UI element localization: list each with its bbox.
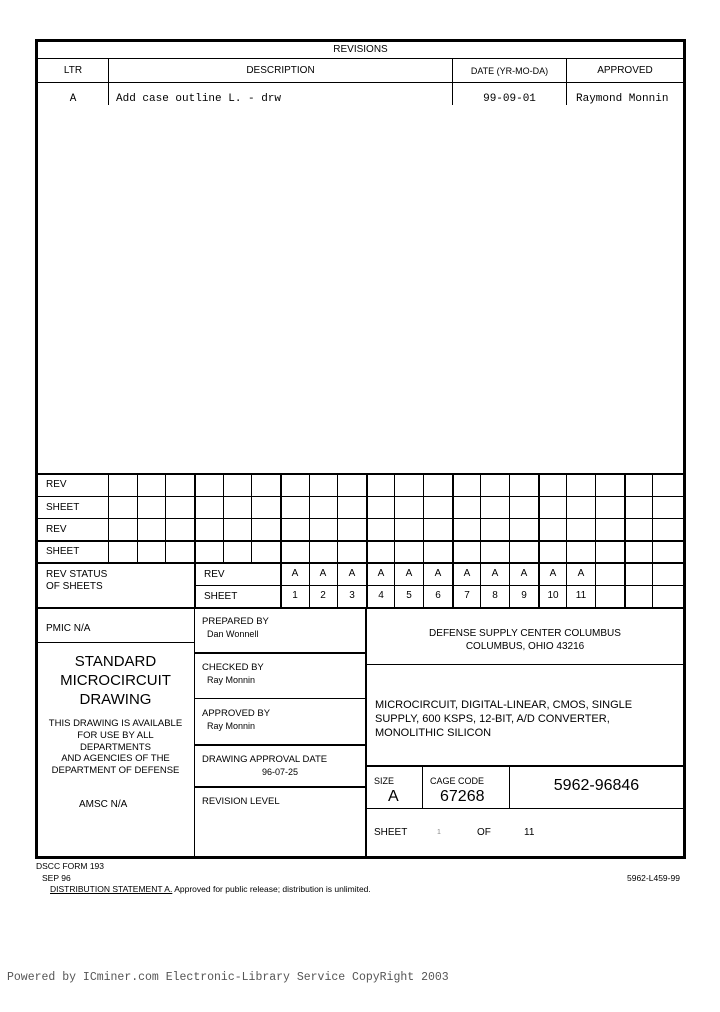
rev-cell-7: A bbox=[463, 568, 471, 579]
availability-line-4: AND AGENCIES OF THE bbox=[61, 753, 170, 764]
sheet-cell-7: 7 bbox=[464, 590, 470, 601]
grid-label-sheet-2: SHEET bbox=[46, 546, 80, 557]
rev-cell-2: A bbox=[319, 568, 327, 579]
prepared-by-value: Dan Wonnell bbox=[207, 629, 259, 639]
sheet-cell-11: 11 bbox=[575, 590, 587, 601]
col-header-ltr: LTR bbox=[63, 65, 83, 76]
drawing-number: 5962-96846 bbox=[553, 777, 640, 794]
revision-description: Add case outline L. - drw bbox=[116, 93, 282, 105]
distribution-text: Approved for public release; distribution is unlimited. bbox=[172, 884, 371, 894]
rev-cell-9: A bbox=[520, 568, 528, 579]
revision-level-label: REVISION LEVEL bbox=[202, 796, 280, 807]
part-description-line-2: SUPPLY, 600 KSPS, 12-BIT, A/D CONVERTER, bbox=[375, 713, 610, 725]
sheet-cell-9: 9 bbox=[521, 590, 527, 601]
form-number: DSCC FORM 193 bbox=[36, 861, 105, 871]
doc-code: 5962-L459-99 bbox=[627, 873, 680, 883]
approved-by-value: Ray Monnin bbox=[207, 721, 256, 731]
sheet-cell-1: 1 bbox=[292, 590, 298, 601]
sheet-cell-3: 3 bbox=[349, 590, 355, 601]
form-date: SEP 96 bbox=[42, 873, 71, 883]
grid-label-rev-1: REV bbox=[46, 479, 67, 490]
cage-code-label: CAGE CODE bbox=[430, 776, 485, 786]
of-label: OF bbox=[477, 827, 491, 838]
size-value: A bbox=[388, 788, 399, 805]
revision-date: 99-09-01 bbox=[483, 93, 536, 105]
rev-cell-4: A bbox=[377, 568, 385, 579]
sheet-cell-5: 5 bbox=[406, 590, 412, 601]
distribution-label: DISTRIBUTION STATEMENT A. bbox=[50, 884, 173, 894]
pmic-label: PMIC N/A bbox=[46, 623, 91, 634]
sheet-cell-8: 8 bbox=[492, 590, 498, 601]
revision-approved: Raymond Monnin bbox=[576, 93, 669, 105]
revisions-title: REVISIONS bbox=[333, 44, 388, 55]
prepared-by-label: PREPARED BY bbox=[202, 616, 269, 627]
drawing-title-2: MICROCIRCUIT bbox=[60, 672, 171, 689]
col-header-approved: APPROVED bbox=[597, 65, 653, 76]
agency-line-2: COLUMBUS, OHIO 43216 bbox=[465, 641, 585, 652]
grid-label-rev-2: REV bbox=[46, 524, 67, 535]
part-description-line-3: MONOLITHIC SILICON bbox=[375, 727, 492, 739]
approval-date-value: 96-07-25 bbox=[261, 767, 299, 777]
availability-line-3: DEPARTMENTS bbox=[80, 742, 151, 753]
drawing-title-1: STANDARD bbox=[74, 653, 157, 670]
sheet-cell-6: 6 bbox=[435, 590, 441, 601]
approval-date-label: DRAWING APPROVAL DATE bbox=[202, 754, 328, 765]
approved-by-label: APPROVED BY bbox=[202, 708, 271, 719]
size-label: SIZE bbox=[374, 776, 395, 786]
rev-cell-5: A bbox=[405, 568, 413, 579]
sheet-cell-10: 10 bbox=[547, 590, 559, 601]
rev-status-sheet-label: SHEET bbox=[204, 591, 238, 602]
rev-cell-11: A bbox=[577, 568, 585, 579]
availability-line-1: THIS DRAWING IS AVAILABLE bbox=[48, 718, 183, 729]
agency-line-1: DEFENSE SUPPLY CENTER COLUMBUS bbox=[429, 628, 621, 639]
drawing-title-3: DRAWING bbox=[79, 691, 152, 708]
of-value: 11 bbox=[524, 827, 535, 838]
watermark: Powered by ICminer.com Electronic-Library Service CopyRight 2003 bbox=[7, 971, 449, 984]
rev-cell-8: A bbox=[491, 568, 499, 579]
part-description-line-1: MICROCIRCUIT, DIGITAL-LINEAR, CMOS, SINGLE bbox=[375, 699, 633, 711]
sheet-cell-4: 4 bbox=[378, 590, 384, 601]
col-header-date: DATE (YR-MO-DA) bbox=[470, 66, 549, 76]
col-header-description: DESCRIPTION bbox=[246, 65, 315, 76]
grid-label-sheet-1: SHEET bbox=[46, 502, 80, 513]
cage-code-value: 67268 bbox=[440, 788, 485, 805]
rev-status-label-2: OF SHEETS bbox=[46, 581, 103, 592]
rev-cell-6: A bbox=[434, 568, 442, 579]
availability-line-2: FOR USE BY ALL bbox=[77, 730, 154, 741]
sheet-cell-2: 2 bbox=[320, 590, 326, 601]
amsc-label: AMSC N/A bbox=[79, 799, 128, 810]
revision-ltr: A bbox=[69, 93, 77, 105]
rev-status-rev-label: REV bbox=[204, 569, 225, 580]
checked-by-value: Ray Monnin bbox=[207, 675, 256, 685]
sheet-label: SHEET bbox=[374, 827, 408, 838]
rev-status-label-1: REV STATUS bbox=[46, 569, 108, 580]
rev-cell-1: A bbox=[291, 568, 299, 579]
distribution-statement bbox=[50, 884, 371, 894]
rev-cell-3: A bbox=[348, 568, 356, 579]
sheet-value: 1 bbox=[437, 829, 441, 836]
rev-cell-10: A bbox=[549, 568, 557, 579]
availability-line-5: DEPARTMENT OF DEFENSE bbox=[51, 765, 180, 776]
checked-by-label: CHECKED BY bbox=[202, 662, 264, 673]
